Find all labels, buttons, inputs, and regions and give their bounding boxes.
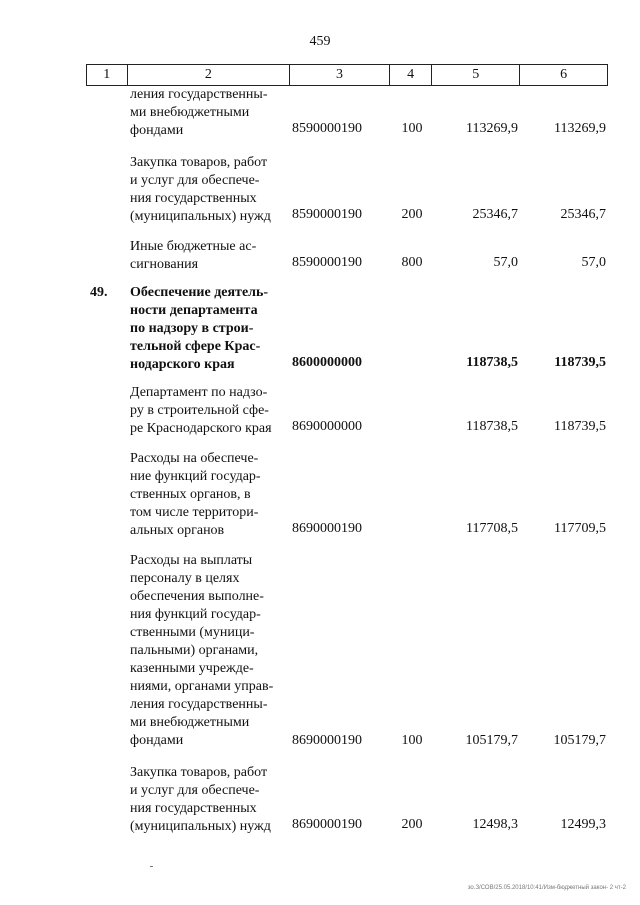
row-description: ления государственны- ми внебюджетными фондами — [130, 87, 268, 138]
column-header-1: 1 — [87, 65, 128, 86]
column-header-2: 2 — [127, 65, 290, 86]
row-number: 49. — [90, 285, 108, 300]
row-value-5: 12498,3 — [472, 817, 518, 832]
row-code: 8600000000 — [292, 355, 362, 370]
row-code: 8690000190 — [292, 733, 362, 748]
row-value-5: 113269,9 — [466, 121, 518, 136]
row-value-6: 25346,7 — [560, 207, 606, 222]
row-value-5: 57,0 — [493, 255, 518, 270]
row-description: Закупка товаров, работ и услуг для обеспече- ния государственных (муниципальных) нужд — [130, 155, 271, 224]
row-code: 8590000190 — [292, 207, 362, 222]
row-description: Расходы на обеспече- ние функций государ- ственных органов, в том числе территори- альных органов — [130, 451, 261, 538]
row-value-6: 105179,7 — [553, 733, 606, 748]
column-header-3: 3 — [290, 65, 390, 86]
row-description: Закупка товаров, работ и услуг для обеспече- ния государственных (муниципальных) нужд — [130, 765, 271, 834]
row-code: 8590000190 — [292, 121, 362, 136]
row-value-5: 118738,5 — [466, 419, 518, 434]
row-description: Расходы на выплаты персоналу в целях обеспечения выполне- ния функций государ- ственными (муници- пальными) органами, казенными учрежде- ниями, органами управ- ления государственны- ми внебюджетными фондами — [130, 553, 274, 748]
row-description: Департамент по надзо- ру в строительной сфе- ре Краснодарского края — [130, 385, 272, 436]
row-code: 8690000190 — [292, 817, 362, 832]
column-header-row — [86, 64, 608, 86]
row-value-5: 117708,5 — [466, 521, 518, 536]
row-value-6: 12499,3 — [560, 817, 606, 832]
row-code: 8690000000 — [292, 419, 362, 434]
row-expense-type: 200 — [401, 207, 423, 222]
page-number: 459 — [309, 34, 331, 49]
row-code: 8590000190 — [292, 255, 362, 270]
column-header-5: 5 — [432, 65, 520, 86]
row-value-6: 118739,5 — [554, 419, 606, 434]
row-value-6: 57,0 — [581, 255, 606, 270]
row-expense-type: 100 — [401, 733, 423, 748]
row-value-6: 117709,5 — [554, 521, 606, 536]
row-expense-type: 200 — [401, 817, 423, 832]
row-value-5: 105179,7 — [465, 733, 518, 748]
column-header-6: 6 — [520, 65, 608, 86]
page-mark — [150, 866, 153, 867]
row-code: 8690000190 — [292, 521, 362, 536]
row-expense-type: 100 — [401, 121, 423, 136]
column-header-4: 4 — [389, 65, 431, 86]
row-description: Обеспечение деятель- ности департамента по надзору в строи- тельной сфере Крас- нодарского края — [130, 285, 269, 372]
row-value-6: 118739,5 — [554, 355, 606, 370]
row-value-5: 118738,5 — [466, 355, 518, 370]
page-footer: зо.З/СОВ/25.05.2018/10:41/Изм-бюджетный закон- 2 чт-2 — [467, 885, 626, 891]
row-description: Иные бюджетные ас- сигнования — [130, 239, 257, 272]
row-expense-type: 800 — [401, 255, 423, 270]
row-value-5: 25346,7 — [472, 207, 518, 222]
row-value-6: 113269,9 — [554, 121, 606, 136]
